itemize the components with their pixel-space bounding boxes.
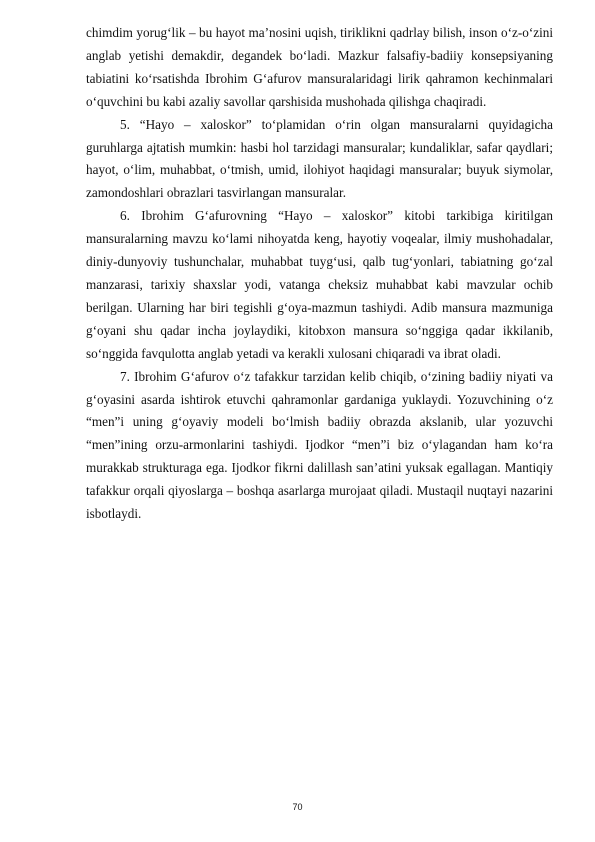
paragraph-6: 6. Ibrohim G‘afurovning “Hayo – xaloskor” kitobi tarkibiga kiritilgan mansuralarning mavzu ko‘lami nihoyatda keng, hayotiy voqealar, ilmiy mushohadalar, diniy-dunyoviy tushunchalar, muhabbat tuyg‘usi, qalb tug‘yonlari, tabiatning go‘zal manzarasi, tarixiy shaxslar yodi, vatanga cheksiz muhabbat kabi mavzular ochib berilgan. Ularning har biri tegishli g‘oya-mazmun tashiydi. Adib mansura mazmuniga g‘oyani shu qadar incha joylaydiki, kitobxon mansura so‘nggiga qadar ikkilanib, so‘nggida favqulotta anglab yetadi va kerakli xulosani chiqaradi va ibrat oladi. xyxy=(86,208,553,361)
paragraph-7: 7. Ibrohim G‘afurov o‘z tafakkur tarzidan kelib chiqib, o‘zining badiiy niyati va g‘oyasini asarda ishtirok etuvchi qahramonlar gardaniga yuklaydi. Yozuvchining o‘z “men”i uning g‘oyaviy modeli bo‘lmish badiiy obrazda akslanib, ular yozuvchi “men”ining orzu-armonlarini tashiydi. Ijodkor “men”i biz o‘ylagandan ham ko‘ra murakkab strukturaga ega. Ijodkor fikrni dalillash san’atini yuksak egallagan. Mantiqiy tafakkur orqali qiyoslarga – boshqa asarlarga murojaat qiladi. Mustaqil nuqtayi nazarini isbotlaydi. xyxy=(86,368,553,522)
paragraph-continuation: chimdim yorug‘lik – bu hayot ma’nosini uqish, tiriklikni qadrlay bilish, inson o‘z-o‘zini anglab yetishi demakdir, degandek bo‘ladi. Mazkur falsafiy-badiiy konsepsiyaning tabiatini ko‘rsatishda Ibrohim G‘afurov mansuralaridagi lirik qahramon kechinmalari o‘quvchini bu kabi azaliy savollar qarshisida mushohada qilishga chaqiradi. xyxy=(86,25,553,109)
paragraph-5: 5. “Hayo – xaloskor” to‘plamidan o‘rin olgan mansuralarni quyidagicha guruhlarga ajtatish mumkin: hasbi hol tarzidagi mansuralar; kundaliklar, safar qaydlari; hayot, o‘lim, muhabbat, o‘tmish, umid, ilohiyot haqidagi mansuralar; buyuk siymolar, zamondoshlari obrazlari tasvirlangan mansuralar. xyxy=(86,116,553,201)
document-body xyxy=(86,22,553,526)
page-number: 70 xyxy=(292,802,303,812)
